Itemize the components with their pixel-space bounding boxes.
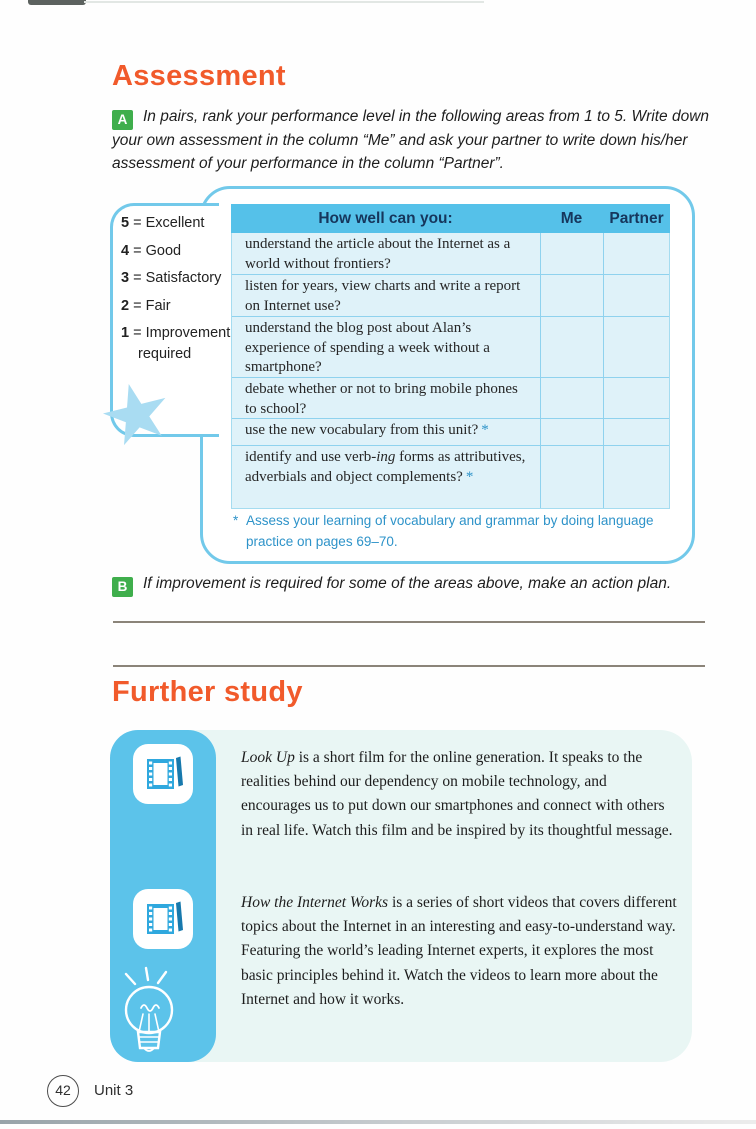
table-row bbox=[232, 274, 669, 316]
table-footnote bbox=[233, 511, 663, 552]
question-cell: identify and use verb-ing forms as attributives, adverbials and object complements? * bbox=[245, 449, 526, 485]
table-row bbox=[232, 233, 669, 274]
film-title: How the Internet Works bbox=[241, 894, 389, 911]
column-header-partner: Partner bbox=[609, 209, 664, 227]
task-b bbox=[112, 573, 720, 597]
rating-item: 4 = Good bbox=[121, 242, 182, 259]
column-header-me: Me bbox=[560, 209, 583, 227]
footnote-text: Assess your learning of vocabulary and grammar by doing language practice on pages 69–70. bbox=[246, 513, 654, 549]
scan-artifact-bottom bbox=[0, 1120, 756, 1124]
writing-line bbox=[113, 621, 705, 623]
me-cell bbox=[540, 419, 603, 445]
me-cell bbox=[540, 378, 603, 418]
question-cell: understand the article about the Internet as a world without frontiers? bbox=[245, 236, 511, 272]
unit-label: Unit 3 bbox=[94, 1082, 134, 1099]
task-a bbox=[112, 106, 720, 175]
film-description: is a series of short videos that covers different topics about the Internet in an interesting and easy-to-understand way. Featuring the world’s leading Internet experts, it explores the most basic principles behind it. Watch the videos to learn more about the Internet and how it works. bbox=[241, 894, 677, 1008]
scan-artifact-top bbox=[28, 0, 86, 5]
me-cell bbox=[540, 275, 603, 316]
footnote-asterisk: * bbox=[481, 422, 489, 438]
further-study-item bbox=[241, 746, 674, 843]
film-strip-icon bbox=[133, 744, 193, 804]
partner-cell bbox=[603, 233, 669, 274]
footnote-asterisk: * bbox=[465, 468, 474, 485]
me-cell bbox=[540, 317, 603, 377]
partner-cell bbox=[603, 419, 669, 445]
question-cell: listen for years, view charts and write a report on Internet use? bbox=[245, 278, 521, 314]
partner-cell bbox=[603, 317, 669, 377]
page-number-badge bbox=[47, 1075, 79, 1107]
writing-line bbox=[113, 665, 705, 667]
further-study-item bbox=[241, 891, 677, 1012]
task-b-text: If improvement is required for some of the areas above, make an action plan. bbox=[143, 575, 672, 592]
task-b-label: B bbox=[112, 577, 133, 597]
further-study-title: Further study bbox=[112, 676, 303, 708]
rating-item: 2 = Fair bbox=[121, 297, 171, 314]
rating-legend bbox=[121, 213, 243, 371]
table-row bbox=[232, 445, 669, 508]
partner-cell bbox=[603, 275, 669, 316]
rating-item: 3 = Satisfactory bbox=[121, 270, 222, 286]
column-header-question: How well can you: bbox=[318, 209, 453, 227]
rating-item: 5 = Excellent bbox=[121, 215, 205, 231]
page-number: 42 bbox=[55, 1082, 71, 1098]
table-row bbox=[232, 377, 669, 418]
table-body bbox=[231, 233, 670, 509]
film-title: Look Up bbox=[241, 749, 295, 766]
partner-cell bbox=[603, 378, 669, 418]
can-you-table bbox=[231, 204, 670, 509]
question-cell: understand the blog post about Alan’s experience of spending a week without a smartphone? bbox=[245, 320, 490, 375]
assessment-title: Assessment bbox=[112, 60, 286, 92]
rating-item: 1 = Improvement required bbox=[121, 325, 231, 362]
scan-artifact-top-faint bbox=[84, 1, 484, 3]
film-description: is a short film for the online generation. It speaks to the realities behind our dependency on mobile technology, and encourages us to put down our smartphones and connect with others in real life. Watch this film and be inspired by its thoughtful message. bbox=[241, 749, 673, 839]
question-cell: debate whether or not to bring mobile phones to school? bbox=[245, 381, 518, 417]
me-cell bbox=[540, 233, 603, 274]
partner-cell bbox=[603, 446, 669, 508]
table-header-row bbox=[231, 204, 670, 233]
me-cell bbox=[540, 446, 603, 508]
table-row bbox=[232, 418, 669, 445]
lightbulb-icon bbox=[108, 964, 194, 1071]
task-a-text: In pairs, rank your performance level in the following areas from 1 to 5. Write down your own assessment in the column “Me” and ask your partner to write down his/her assessment of your performance in the column “Partner”. bbox=[112, 108, 710, 172]
film-strip-icon bbox=[133, 889, 193, 949]
task-a-label: A bbox=[112, 110, 133, 130]
question-cell: use the new vocabulary from this unit? * bbox=[245, 422, 489, 438]
table-row bbox=[232, 316, 669, 377]
footnote-marker: * bbox=[233, 513, 239, 528]
